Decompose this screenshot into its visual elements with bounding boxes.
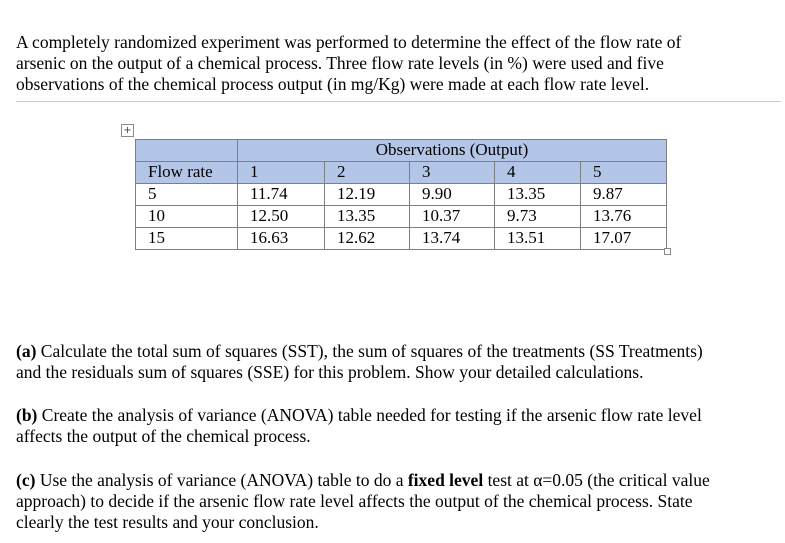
question-c-line-2: approach) to decide if the arsenic flow rate level affects the output of the chemical process. State — [16, 491, 693, 511]
observation-cell: 13.35 — [495, 184, 581, 206]
table-header-row — [136, 140, 667, 162]
observation-number: 4 — [495, 162, 581, 184]
observation-cell: 13.74 — [410, 228, 495, 250]
table-row — [136, 228, 667, 250]
table-move-handle-icon[interactable]: + — [121, 124, 134, 137]
observations-group-header: Observations (Output) — [238, 140, 667, 162]
observation-cell: 12.62 — [325, 228, 410, 250]
table-subheader-row — [136, 162, 667, 184]
table-row — [136, 206, 667, 228]
observation-cell: 12.19 — [325, 184, 410, 206]
observation-cell: 10.37 — [410, 206, 495, 228]
question-a-line-1 — [16, 341, 781, 362]
observation-cell: 12.50 — [238, 206, 325, 228]
question-a-label: (a) — [16, 341, 37, 361]
question-a — [16, 341, 781, 383]
observation-cell: 9.87 — [581, 184, 667, 206]
flow-rate-header: Flow rate — [136, 162, 238, 184]
intro-line-1: A completely randomized experiment was performed to determine the effect of the flow rate of — [16, 32, 682, 52]
observation-cell: 9.90 — [410, 184, 495, 206]
table-resize-handle[interactable] — [664, 248, 671, 255]
question-c-line-3: clearly the test results and your conclusion. — [16, 512, 319, 532]
observation-number: 2 — [325, 162, 410, 184]
flow-rate-cell: 15 — [136, 228, 238, 250]
flow-rate-cell: 10 — [136, 206, 238, 228]
header-corner-cell — [136, 140, 238, 162]
observation-cell: 17.07 — [581, 228, 667, 250]
question-c-text-start: Use the analysis of variance (ANOVA) table to do a — [39, 470, 404, 490]
question-b-label: (b) — [16, 405, 38, 425]
flow-rate-cell: 5 — [136, 184, 238, 206]
observation-number: 3 — [410, 162, 495, 184]
question-a-line-2: and the residuals sum of squares (SSE) for this problem. Show your detailed calculations. — [16, 362, 644, 382]
intro-line-2: arsenic on the output of a chemical process. Three flow rate levels (in %) were used and five — [16, 53, 664, 73]
question-a-text: Calculate the total sum of squares (SST), the sum of squares of the treatments (SS Treatments) — [40, 341, 703, 361]
question-c-label: (c) — [16, 470, 36, 490]
question-b-text: Create the analysis of variance (ANOVA) table needed for testing if the arsenic flow rate level — [41, 405, 702, 425]
observation-cell: 9.73 — [495, 206, 581, 228]
observation-cell: 13.35 — [325, 206, 410, 228]
fixed-level-emphasis: fixed level — [407, 470, 484, 490]
question-b-line-1 — [16, 405, 781, 426]
question-b — [16, 405, 781, 447]
observation-cell: 13.76 — [581, 206, 667, 228]
problem-intro — [16, 32, 781, 102]
question-c-line-1 — [16, 470, 781, 491]
intro-line-3: observations of the chemical process output (in mg/Kg) were made at each flow rate level. — [16, 74, 650, 94]
observation-cell: 11.74 — [238, 184, 325, 206]
observation-number: 5 — [581, 162, 667, 184]
observation-cell: 13.51 — [495, 228, 581, 250]
table-row — [136, 184, 667, 206]
question-b-line-2: affects the output of the chemical process. — [16, 426, 311, 446]
observation-number: 1 — [238, 162, 325, 184]
observations-table — [135, 139, 667, 250]
question-c-text-end: test at α=0.05 (the critical value — [487, 470, 710, 490]
question-c — [16, 470, 781, 533]
observation-cell: 16.63 — [238, 228, 325, 250]
